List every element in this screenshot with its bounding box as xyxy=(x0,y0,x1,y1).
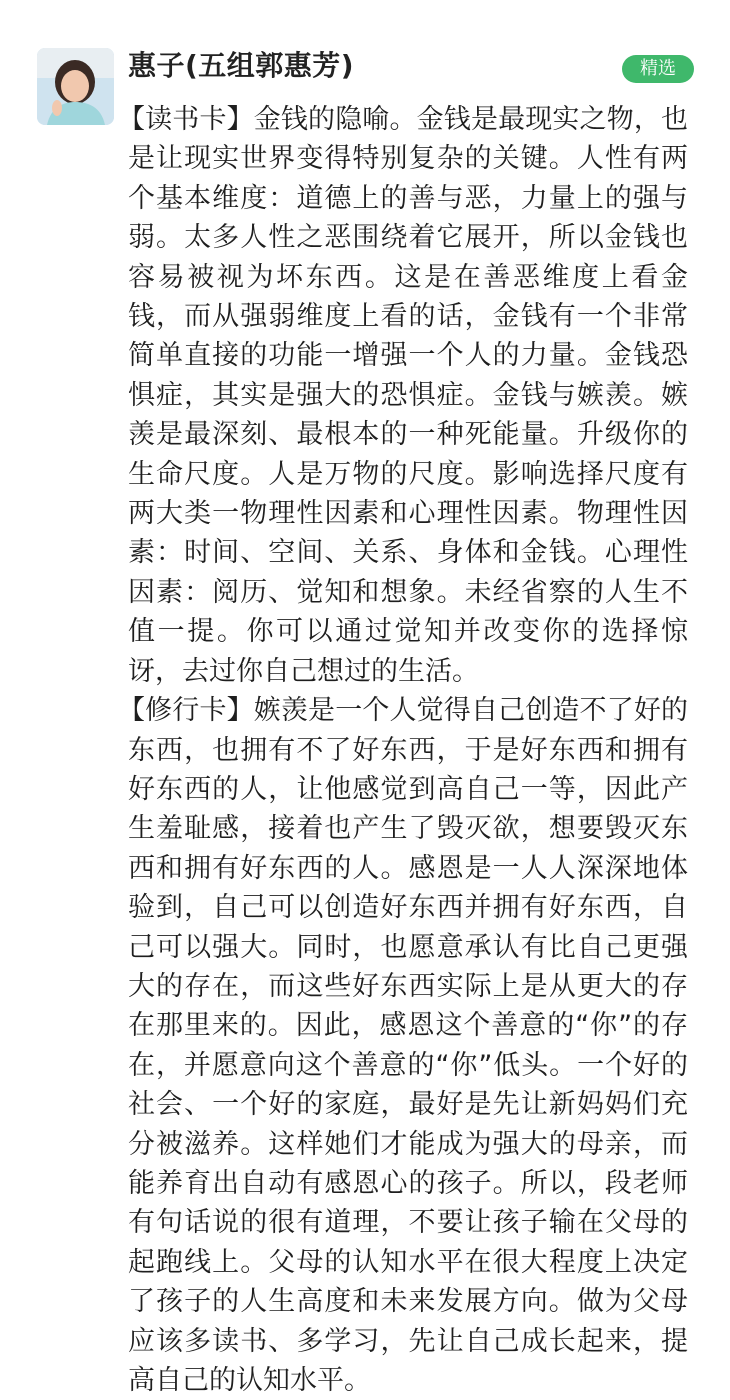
author-name[interactable]: 惠子(五组郭惠芳) xyxy=(128,49,355,82)
avatar[interactable] xyxy=(37,48,114,125)
profile-photo-icon xyxy=(37,48,114,125)
practice-card-paragraph: 【修行卡】嫉羡是一个人觉得自己创造不了好的东西，也拥有不了好东西，于是好东西和拥有好东西的人，让他感觉到高自己一等，因此产生羞耻感，接着也产生了毁灭欲，想要毁灭东西和拥有好东西的人。感恩是一人人深深地体验到，自己可以创造好东西并拥有好东西，自己可以强大。同时，也愿意承认有比自己更强大的存在，而这些好东西实际上是从更大的存在那里来的。因此，感恩这个善意的“你”的存在，并愿意向这个善意的“你”低头。一个好的社会、一个好的家庭，最好是先让新妈妈们充分被滋养。这样她们才能成为强大的母亲，而能养育出自动有感恩心的孩子。所以，段老师有句话说的很有道理，不要让孩子输在父母的起跑线上。父母的认知水平在很大程度上决定了孩子的人生高度和未来发展方向。做为父母应该多读书、多学习，先让自己成长起来，提高自己的认知水平。 xyxy=(118,695,688,1396)
featured-badge: 精选 xyxy=(622,55,694,83)
reading-card-paragraph: 【读书卡】金钱的隐喻。金钱是最现实之物，也是让现实世界变得特别复杂的关键。人性有两个基本维度：道德上的善与恶，力量上的强与弱。太多人性之恶围绕着它展开，所以金钱也容易被视为坏东西。这是在善恶维度上看金钱，而从强弱维度上看的话，金钱有一个非常简单直接的功能一增强一个人的力量。金钱恐惧症，其实是强大的恐惧症。金钱与嫉羡。嫉羡是最深刻、最根本的一种死能量。升级你的生命尺度。人是万物的尺度。影响选择尺度有两大类一物理性因素和心理性因素。物理性因素：时间、空间、关系、身体和金钱。心理性因素：阅历、觉知和想象。未经省察的人生不值一提。你可以通过觉知并改变你的选择惊讶，去过你自己想过的生活。 xyxy=(118,104,688,687)
post-content xyxy=(118,100,688,1400)
